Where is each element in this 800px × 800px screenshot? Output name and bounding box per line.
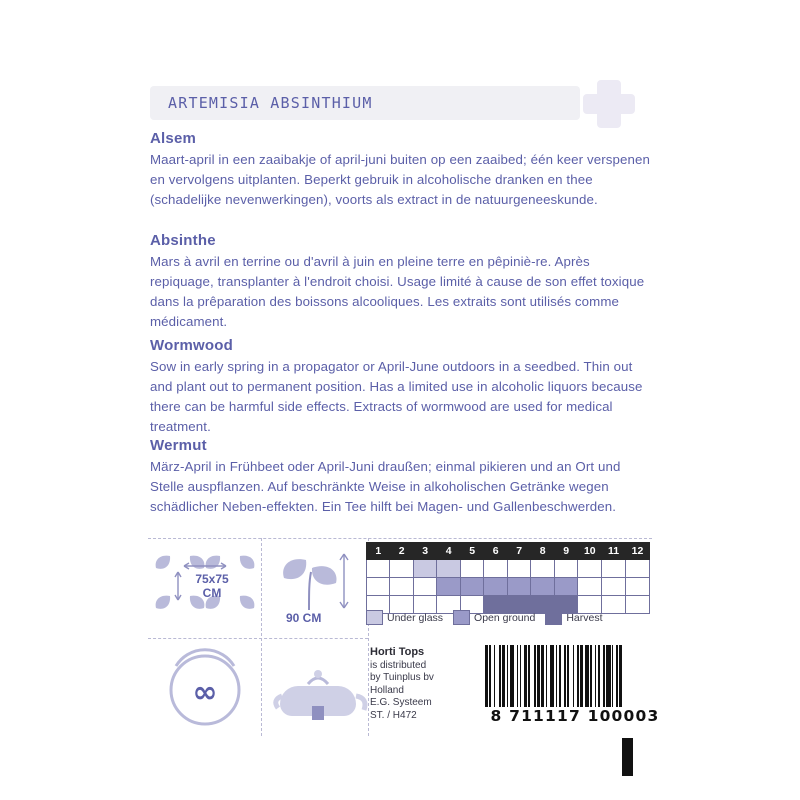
calendar-cell [578,560,602,578]
distributor-line-1: is distributed [370,659,427,671]
calendar-month-header: 9 [554,543,577,560]
calendar-month-header: 10 [578,543,602,560]
distributor-line-5: ST. / H472 [370,709,417,721]
calendar-cell [437,578,460,596]
divider-middle [148,638,368,639]
calendar-cell [367,560,390,578]
legend-label: Open ground [474,611,536,624]
legend-item [545,610,602,625]
corner-mark [622,738,633,776]
calendar-cell [437,560,460,578]
description-body-de: März-April in Frühbeet oder April-Juni draußen; einmal pikieren und an Ort und Stelle auspflanzen. Auf beschränkte Weise in alkoholischen Getränke wegen schädlicher Neben-effekten. Ein Tee hilft bei Magen- und Gallenbeschwerden. [150,459,621,514]
plant-spacing-cell [148,538,258,633]
barcode-bar [619,645,622,707]
calendar-cell [460,578,483,596]
sowing-calendar [366,542,650,614]
divider-vertical-1 [261,538,262,736]
description-title-nl: Alsem [150,130,197,147]
distributor-name: Horti Tops [370,646,425,658]
description-body-fr: Mars à avril en terrine ou d'avril à juin en pleine terre en pêpiniè-re. Après repiquage, transplanter à l'endroit choisi. Usage limité à cause de son effet toxique dans la prêparation des boissons alcooliques. Les extraits sont utilisés comme médicament. [150,254,645,329]
calendar-cell [602,560,626,578]
calendar-header-row [367,543,650,560]
plant-height-cell [266,538,366,633]
description-title-de: Wermut [150,437,207,454]
legend-item [453,610,535,625]
description-title-fr: Absinthe [150,232,216,249]
perennial-cell [152,646,258,736]
calendar-month-header: 5 [460,543,483,560]
svg-text:∞: ∞ [192,675,218,710]
description-block-en [150,337,650,437]
calendar-cell [554,578,577,596]
plant-height-label: 90 CM [286,611,322,625]
calendar-month-header: 4 [437,543,460,560]
calendar-month-header: 11 [602,543,626,560]
calendar-cell [531,560,554,578]
barcode [485,645,665,735]
calendar-cell [390,578,413,596]
tea-cell [268,646,368,736]
calendar-cell [531,578,554,596]
legend-swatch [545,610,562,625]
calendar-cell [367,578,390,596]
calendar-month-header: 12 [626,543,650,560]
calendar-month-header: 6 [484,543,507,560]
calendar-month-header: 2 [390,543,413,560]
calendar-legend [366,610,656,625]
calendar-cell [413,560,436,578]
calendar-cell [626,560,650,578]
spacing-unit: CM [202,586,222,600]
teapot-icon [268,646,368,736]
distributor-line-3: Holland [370,684,404,696]
calendar-row [367,578,650,596]
calendar-cell [460,560,483,578]
calendar-cell [507,560,530,578]
spacing-value: 75x75 [195,572,229,586]
calendar-cell [626,578,650,596]
calendar-cell [507,578,530,596]
calendar-row [367,560,650,578]
legend-label: Under glass [387,611,444,624]
calendar-month-header: 3 [413,543,436,560]
description-title-en: Wormwood [150,337,233,354]
perennial-infinity-icon [152,646,258,736]
calendar-cell [413,578,436,596]
legend-swatch [453,610,470,625]
description-block-nl [150,130,650,210]
legend-item [366,610,443,625]
distributor-info [370,646,480,722]
calendar-cell [484,578,507,596]
description-body-nl: Maart-april in een zaaibakje of april-juni buiten op een zaaibed; één keer verspenen en vervolgens uitplanten. Beperkt gebruik in alcoholische dranken en thee (schadelijke nevenwerkingen), voorts als extract in de natuurgeneeskunde. [150,152,650,207]
header [150,86,650,120]
calendar-table [366,542,650,614]
distributor-line-4: E.G. Systeem [370,697,432,708]
page-title: ARTEMISIA ABSINTHIUM [168,94,373,112]
calendar-cell [602,578,626,596]
legend-label: Harvest [566,611,603,624]
barcode-number: 8 711117 100003 [490,707,660,725]
plant-spacing-label [186,572,238,600]
distributor-line-2: by Tuinplus bv [370,672,434,683]
description-block-fr [150,232,650,332]
barcode-bars [485,645,665,707]
legend-swatch [366,610,383,625]
description-body-en: Sow in early spring in a propagator or April-June outdoors in a seedbed. Thin out and plant out to permanent position. Has a limited use in alcoholic liquors because there can be harmful side effects. Extracts of wormwood are used for medical treatment. [150,359,643,434]
calendar-month-header: 8 [531,543,554,560]
calendar-month-header: 7 [507,543,530,560]
cross-icon [578,78,640,130]
calendar-cell [554,560,577,578]
description-block-de [150,437,650,517]
calendar-month-header: 1 [367,543,390,560]
calendar-cell [390,560,413,578]
calendar-cell [578,578,602,596]
calendar-cell [484,560,507,578]
